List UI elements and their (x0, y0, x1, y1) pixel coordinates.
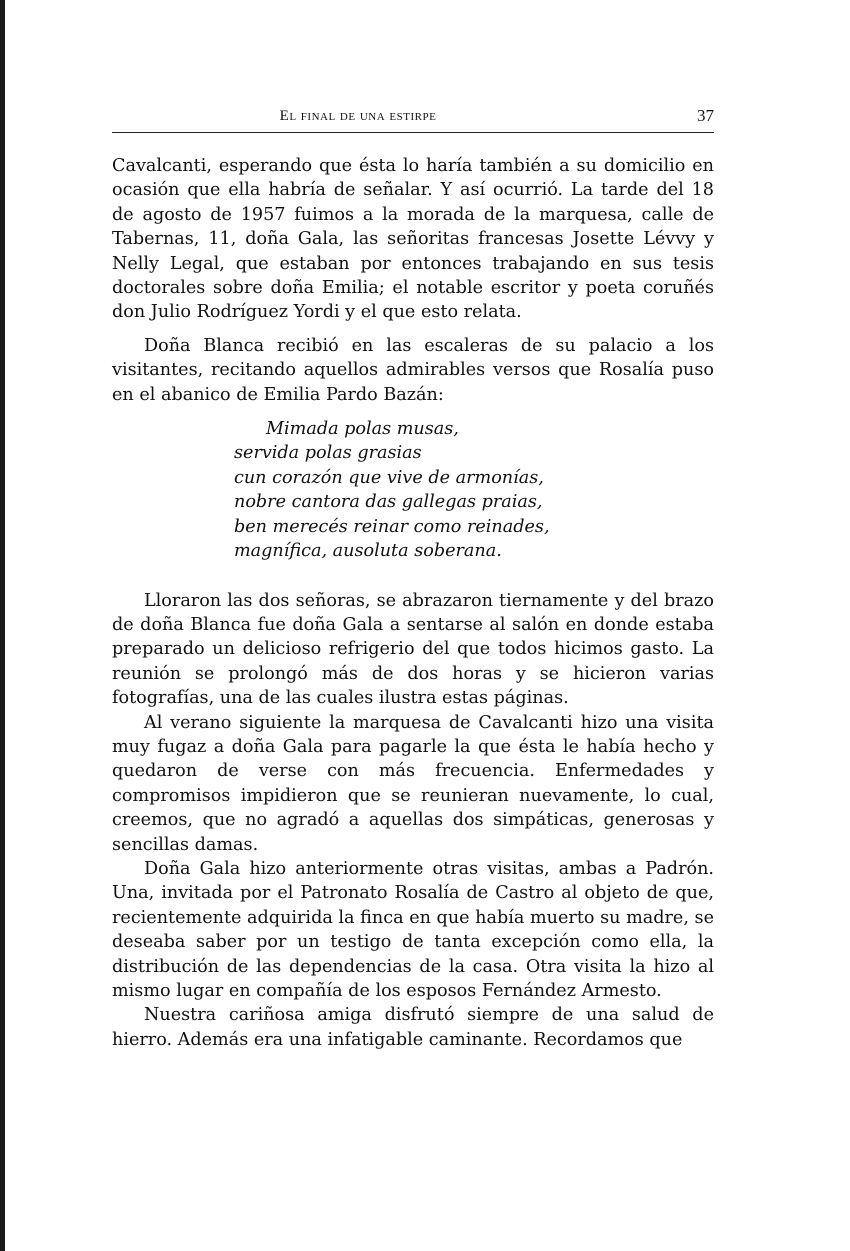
paragraph: Lloraron las dos señoras, se abrazaron tiernamente y del brazo de doña Blanca fue doña Gala a sentarse al salón en donde estaba preparado un delicioso refrigerio del que todos hicimos gasto. La reunión se prolongó más de dos horas y se hicieron varias fotografías, una de las cuales ilustra estas páginas. (112, 590, 714, 709)
running-title: El final de una estirpe (279, 108, 437, 124)
page-body (112, 154, 714, 1052)
poem-verse: nobre cantora das gallegas praias, (234, 492, 543, 513)
paragraph: Doña Gala hizo anteriormente otras visitas, ambas a Padrón. Una, invitada por el Patronato Rosalía de Castro al objeto de que, recientemente adquirida la finca en que había muerto su madre, se deseaba saber por un testigo de tanta excepción como ella, la distribución de las dependencias de la casa. Otra visita la hizo al mismo lugar en compañía de los esposos Fernández Armesto. (112, 858, 714, 1001)
poem-verse: Mimada polas musas, (266, 419, 459, 440)
paragraph: Doña Blanca recibió en las escaleras de su palacio a los visitantes, recitando aquellos admirables versos que Rosalía puso en el abanico de Emilia Pardo Bazán: (112, 335, 714, 405)
paragraph: Cavalcanti, esperando que ésta lo haría también a su domicilio en ocasión que ella habría de señalar. Y así ocurrió. La tarde del 18 de agosto de 1957 fuimos a la morada de la marquesa, calle de Tabernas, 11, doña Gala, las señoritas francesas Josette Lévvy y Nelly Legal, que estaban por entonces trabajando en sus tesis doctorales sobre doña Emilia; el notable escritor y poeta coruñés don Julio Rodríguez Yordi y el que esto relata. (112, 156, 714, 323)
page-number: 37 (697, 106, 714, 125)
poem-verse: magnífica, ausoluta soberana. (234, 541, 502, 562)
poem-verse: servida polas grasias (234, 443, 422, 464)
header-rule (112, 132, 714, 133)
poem-quote (234, 417, 714, 563)
poem-verse: cun corazón que vive de armonías, (234, 467, 544, 488)
poem-verse: ben merecés reinar como reinades, (234, 516, 550, 537)
page-binding-edge (0, 0, 5, 1251)
paragraph: Al verano siguiente la marquesa de Cavalcanti hizo una visita muy fugaz a doña Gala para pagarle la que ésta le había hecho y quedaron de verse con más frecuencia. Enfermedades y compromisos impidieron que se reunieran nuevamente, lo cual, creemos, que no agradó a aquellas dos simpáticas, generosas y sencillas damas. (112, 712, 714, 855)
paragraph: Nuestra cariñosa amiga disfrutó siempre de una salud de hierro. Además era una infatigable caminante. Recordamos que (112, 1005, 714, 1050)
running-header (112, 104, 714, 128)
